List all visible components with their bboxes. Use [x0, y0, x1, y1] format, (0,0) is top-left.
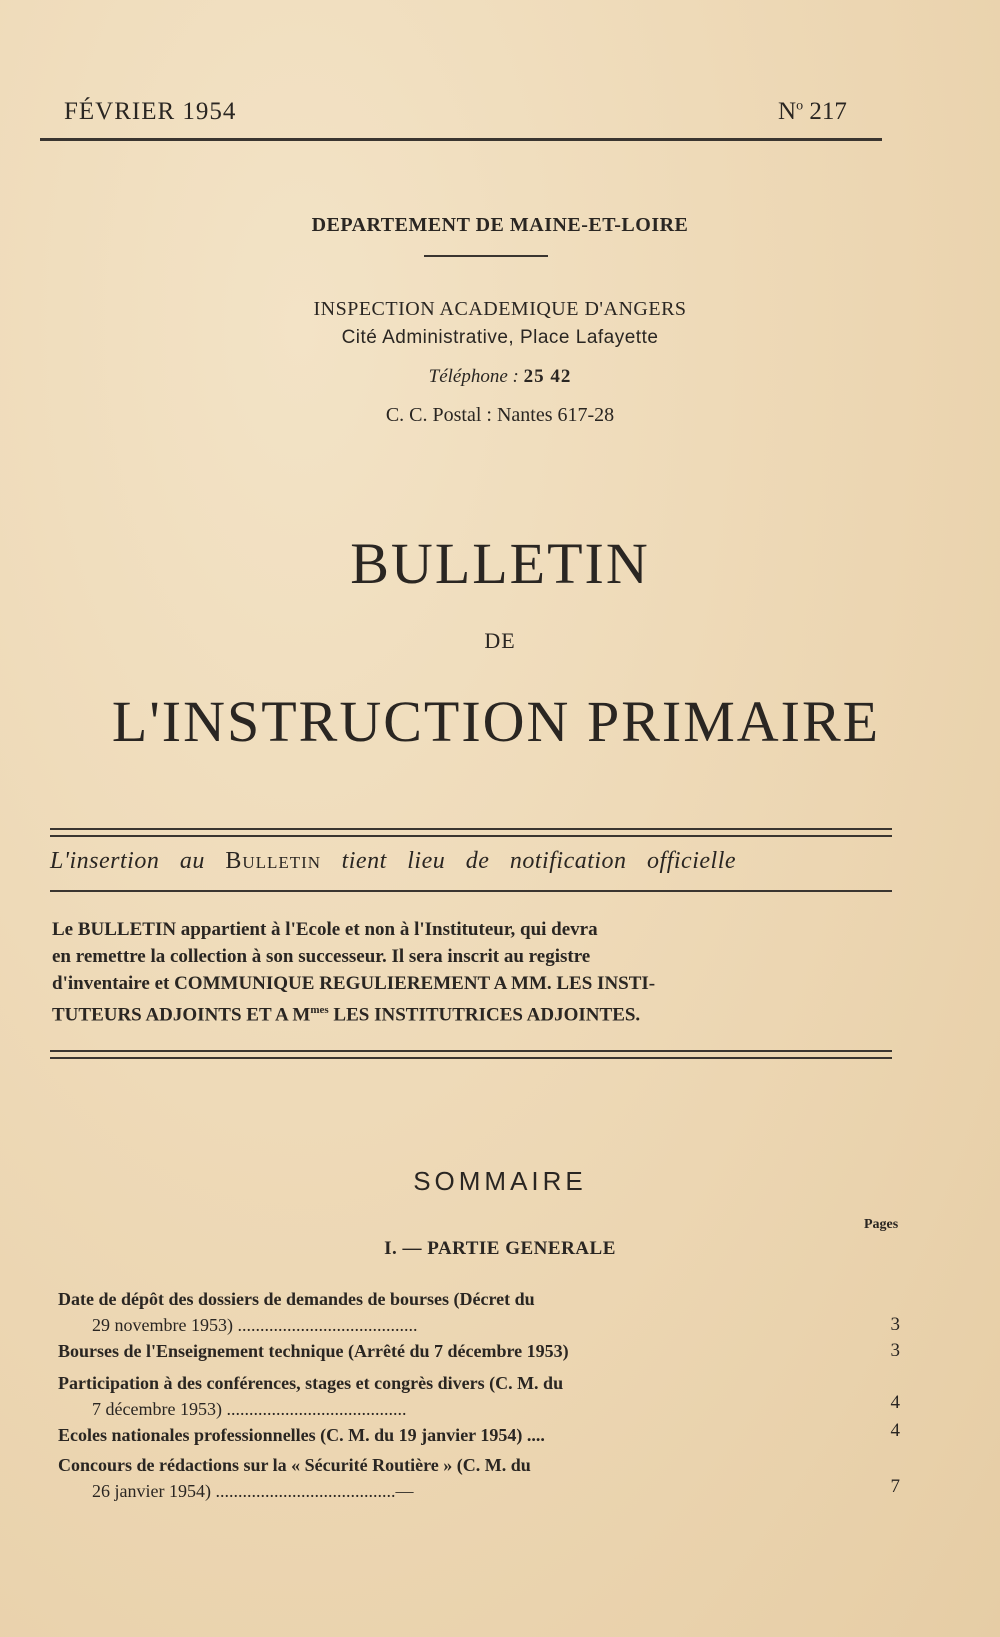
department-rule — [424, 255, 548, 257]
notice-line: en remettre la collection à son successeur. Il sera inscrit au registre — [52, 946, 591, 967]
double-rule-top — [50, 828, 892, 837]
pages-header: Pages — [864, 1217, 899, 1232]
toc-entry: Concours de rédactions sur la « Sécurité Routière » (C. M. du 26 janvier 1954) ........................................— 7 — [58, 1455, 900, 1501]
notice-paragraph — [52, 916, 904, 1028]
issue-number: $N^o$ 217 — [778, 98, 847, 125]
inspection-line: INSPECTION ACADEMIQUE D'ANGERS — [313, 298, 687, 320]
toc-entry: Ecoles nationales professionnelles (C. M. du 19 janvier 1954) .... 4 — [58, 1420, 900, 1445]
notice-line: Le BULLETIN appartient à l'Ecole et non à l'Instituteur, qui devra — [52, 919, 598, 940]
toc-page: 7 — [890, 1476, 900, 1497]
title-bulletin: BULLETIN — [350, 531, 650, 596]
issue-date: FÉVRIER 1954 — [64, 98, 237, 125]
single-rule — [50, 890, 892, 892]
summary-title: SOMMAIRE — [413, 1166, 587, 1196]
toc-page: 4 — [890, 1420, 900, 1441]
title-instruction-primaire: L'INSTRUCTION PRIMAIRE — [111, 689, 881, 754]
double-rule-bottom — [50, 1050, 892, 1059]
title-de: DE — [484, 628, 516, 653]
notice-line: TUTEURS ADJOINTS ET A $M^{mes}$ LES INSTITUTRICES ADJOINTES. — [52, 1004, 641, 1026]
toc-page: 3 — [890, 1340, 900, 1361]
toc-entry: Date de dépôt des dossiers de demandes de bourses (Décret du 29 novembre 1953) ........................................ 3 — [58, 1286, 904, 1338]
toc-page: 3 — [890, 1314, 900, 1335]
notification-line: L'insertion au Bulletin tient lieu de notification officielle — [50, 848, 737, 874]
toc-entry: Bourses de l'Enseignement technique (Arrêté du 7 décembre 1953) 3 — [58, 1338, 904, 1364]
address-line: Cité Administrative, Place Lafayette — [341, 327, 659, 348]
department-heading: DEPARTEMENT DE MAINE-ET-LOIRE — [311, 214, 689, 236]
postal-line: C. C. Postal : Nantes 617-28 — [385, 404, 615, 426]
toc-entry: Participation à des conférences, stages et congrès divers (C. M. du 7 décembre 1953) ........................................ 4 — [58, 1373, 900, 1419]
telephone-line: Téléphone : 25 42 — [428, 366, 572, 387]
toc-page: 4 — [890, 1392, 900, 1413]
header-rule — [40, 138, 882, 141]
section-heading: I. — PARTIE GENERALE — [384, 1238, 616, 1259]
notice-line: d'inventaire et COMMUNIQUE REGULIEREMENT A MM. LES INSTI- — [52, 973, 656, 994]
